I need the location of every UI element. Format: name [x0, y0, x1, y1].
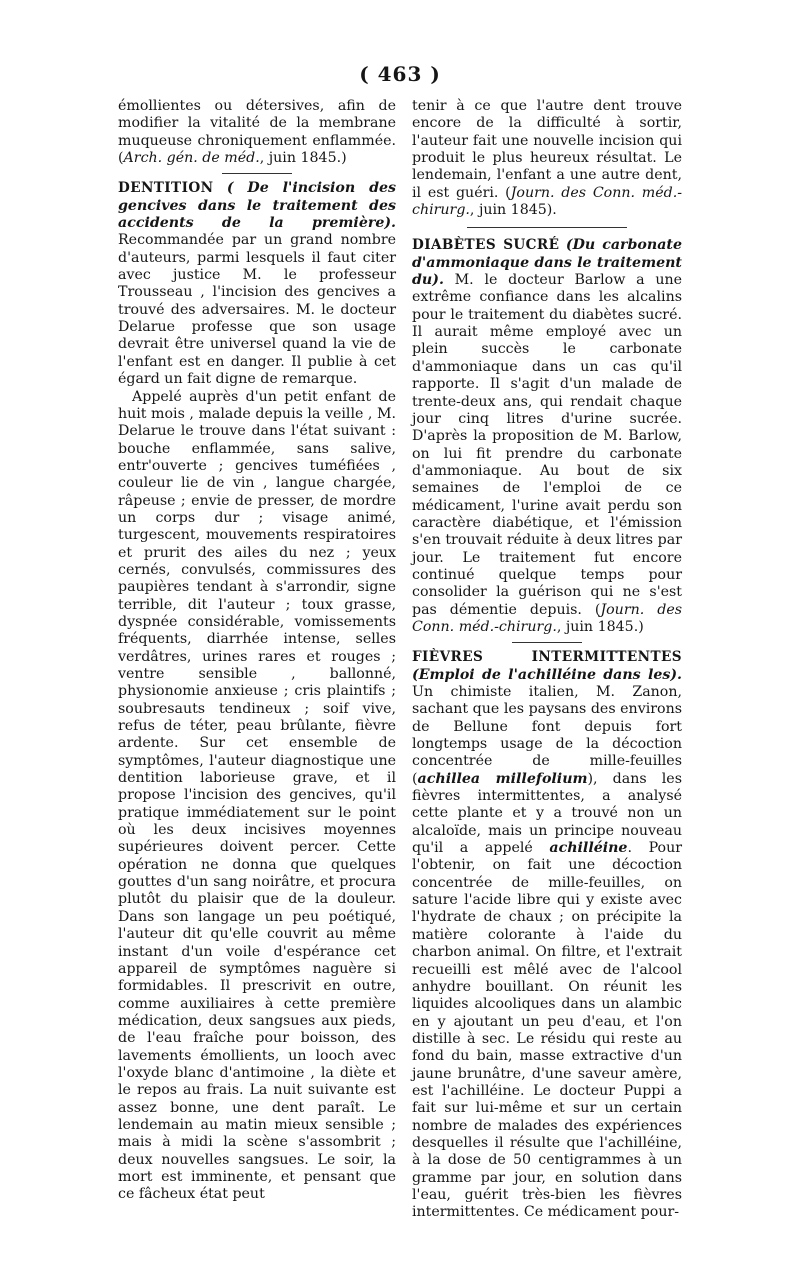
fievres-text-2: ), dans les fièvres intermittentes, a analysé cette plante et y a trouvé non un alcaloïde, mais un principe nouveau qu'il a appelé — [412, 770, 682, 857]
achilleine-term: achilléine — [549, 840, 628, 857]
section-heading-diabetes: DIABÈTES SUCRÉ — [412, 237, 560, 254]
paragraph-text: émollientes ou détersives, afin de modifier la vitalité de la membrane muqueuse chroniquement enflammée. ( — [118, 98, 396, 167]
journal-reference: Journ. des Conn. méd.-chirurg. — [412, 601, 682, 635]
left-paragraph-continued — [118, 98, 396, 167]
fievres-text-3: . Pour l'obtenir, on fait une décoction concentrée de mille-feuilles, on sature l'acide libre qui y existe avec l'hydrate de chaux ; on précipite la matière colorante à l'aide du charbon animal. On filtre, et l'extrait recueilli est mêlé avec de l'alcool anhydre bouillant. On réunit les liquides alcooliques dans un alambic en y ajoutant un peu d'eau, et l'on distille à sec. Le résidu qui reste au fond du bain, masse extractive d'un jaune brunâtre, d'une saveur amère, est l'achilléine. Le docteur Puppi a fait sur lui-même et sur un certain nombre de malades des expériences desquelles il résulte que l'achilléine, à la dose de 50 centigrammes à un gramme par jour, en solution dans l'eau, guérit très-bien les fièvres intermittentes. Ce médicament pour- — [412, 840, 683, 1221]
reference-date: , juin 1845.) — [259, 150, 347, 167]
journal-reference: Journ. des Conn. méd.-chirurg. — [412, 184, 682, 219]
latin-name: achillea millefolium — [417, 770, 588, 787]
right-paragraph-continued — [412, 98, 682, 219]
section-divider — [222, 173, 292, 174]
dentition-section — [118, 180, 396, 388]
left-column — [118, 98, 396, 1204]
dentition-paragraph-2 — [118, 389, 396, 1204]
section-heading-dentition: DENTITION — [118, 180, 214, 197]
dentition-paragraph-2-text: Appelé auprès d'un petit enfant de huit mois , malade depuis la veille , M. Delarue le trouve dans l'état suivant : bouche enflammée, sans salive, entr'ouverte ; gencives tuméfiées , couleur lie de vin , langue chargée, râpeuse ; envie de presser, de mordre un corps dur ; visage animé, turgescent, mouvements respiratoires et prurit des ailes du nez ; yeux cernés, convulsés, commissures des paupières tendant à s'arrondir, signe terrible, dit l'auteur ; toux grasse, dyspnée considérable, vomissements fréquents, diarrhée intense, selles verdâtres, urines rares et rouges ; ventre sensible , ballonné, physionomie anxieuse ; cris plaintifs ; soubresauts tendineux ; soif vive, refus de téter, peau brûlante, fièvre ardente. Sur cet ensemble de symptômes, l'auteur diagnostique une dentition laborieuse grave, et il propose l'incision des gencives, qu'il pratique immédiatement sur le point où les deux incisives moyennes supérieures doivent percer. Cette opération ne donna que quelques gouttes d'un sang noirâtre, et procura plutôt du plaisir que de la douleur. Dans son langage un peu poétiqué, l'auteur dit qu'elle couvrit au même instant d'un voile d'espérance cet appareil de symptômes naguère si formidables. Il prescrivit en outre, comme auxiliaires à cette première médication, deux sangsues aux pieds, de l'eau fraîche pour boisson, des lavements émollients, un looch avec l'oxyde blanc d'antimoine , la diète et le repos au frais. La nuit suivante est assez bonne, une dent paraît. Le lendemain au matin mieux sensible ; mais à midi la scène s'assombrit ; deux nouvelles sangsues. Le soir, la mort est imminente, et pensant que ce fâcheux état peut — [118, 388, 396, 1203]
section-subtitle-dentition: ( De l'incision des gencives dans le traitement des accidents de la première). — [118, 180, 397, 232]
section-heading-fievres: FIÈVRES INTERMITTENTES — [412, 649, 682, 666]
journal-reference: Arch. gén. de méd. — [123, 150, 260, 167]
fievres-text-1: Un chimiste italien, M. Zanon, sachant que les paysans des environs de Bellune font depuis fort longtemps usage de la décoction concentrée de mille-feuilles ( — [412, 684, 682, 787]
fievres-section — [412, 649, 682, 1221]
paragraph-text: tenir à ce que l'autre dent trouve encore de la difficulté à sortir, l'auteur fait une nouvelle incision qui produit le plus heureux résultat. Le lendemain, l'enfant a une autre dent, il est guéri. ( — [412, 98, 682, 201]
reference-date: , juin 1845.) — [556, 618, 644, 635]
diabetes-section — [412, 237, 682, 636]
dentition-paragraph-1: Recommandée par un grand nombre d'auteurs, parmi lesquels il faut citer avec justice M. le professeur Trousseau , l'incision des gencives a trouvé des adversaires. M. le docteur Delarue professe que son usage devrait être universel quand la vie de l'enfant est en danger. Il publie à cet égard un fait digne de remarque. — [118, 232, 396, 388]
reference-date: , juin 1845). — [469, 202, 557, 219]
section-subtitle-fievres: (Emploi de l'achilléine dans les). — [412, 666, 682, 683]
page-number: ( 463 ) — [359, 62, 441, 86]
diabetes-text: M. le docteur Barlow a une extrême confiance dans les alcalins pour le traitement du diabètes sucré. Il aurait même employé avec un plein succès le carbonate d'ammoniaque dans un cas qu'il rapporte. Il s'agit d'un malade de trente-deux ans, qui rendait chaque jour cinq litres d'urine sucrée. D'après la proposition de M. Barlow, on lui fit prendre du carbonate d'ammoniaque. Au bout de six semaines de l'emploi de ce médicament, l'urine avait perdu son caractère diabétique, et l'émission s'en trouvait réduite à deux litres par jour. Le traitement fut encore continué quelque temps pour consolider la guérison qui ne s'est pas démentie depuis. ( — [412, 272, 683, 618]
section-divider — [467, 227, 627, 228]
section-divider — [512, 642, 582, 643]
right-column — [412, 98, 682, 1222]
section-subtitle-diabetes: (Du carbonate d'ammoniaque dans le traitement du). — [412, 237, 682, 289]
